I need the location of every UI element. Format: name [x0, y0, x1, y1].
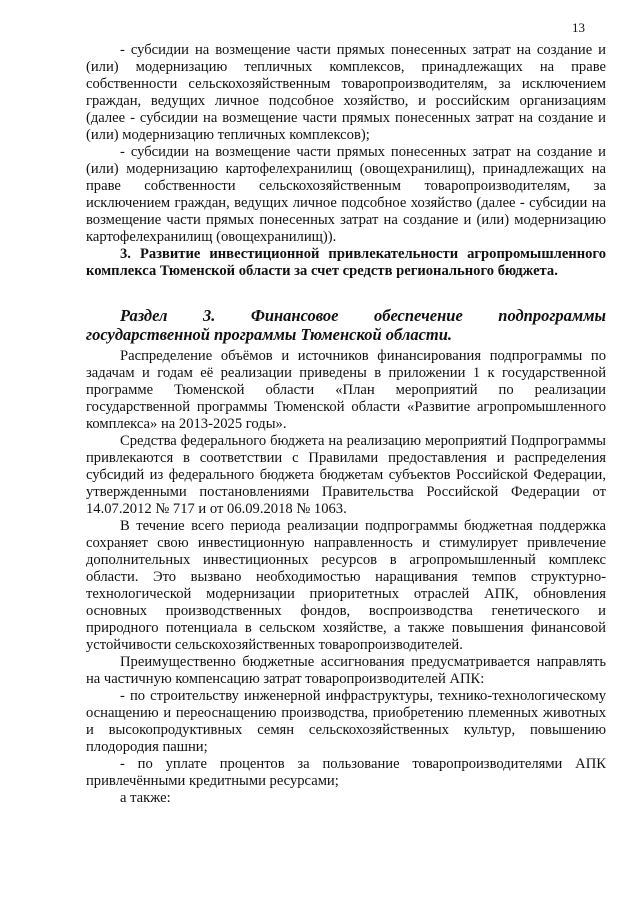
section-3-heading: Раздел 3. Финансовое обеспечение подпрограммы государственной программы Тюменской области.: [86, 306, 606, 344]
paragraph-federal-funds: Средства федерального бюджета на реализацию мероприятий Подпрограммы привлекаются в соответствии с Правилами предоставления и распределения субсидий из федерального бюджета бюджетам субъектов Российской Федерации, утвержденными постановлениями Правительства Российской Федерации от 14.07.2012 № 717 и от 06.09.2018 № 1063.: [86, 433, 606, 517]
paragraph-financing-distribution: Распределение объёмов и источников финансирования подпрограммы по задачам и годам её реализации приведены в приложении 1 к государственной программе Тюменской области «План мероприятий по реализации государственной программы Тюменской области «Развитие агропромышленного комплекса» на 2013-2025 годы».: [86, 348, 606, 432]
paragraph-greenhouse-subsidy: - субсидии на возмещение части прямых понесенных затрат на создание и (или) модернизацию тепличных комплексов, принадлежащих на праве собственности сельскохозяйственным товаропроизводителям, за исключением граждан, ведущих личное подсобное хозяйство, и российским организациям (далее - субсидии на возмещение части прямых понесенных затрат на создание и (или) модернизацию тепличных комплексов);: [86, 42, 606, 143]
list-item-infrastructure: - по строительству инженерной инфраструктуры, технико-технологическому оснащению и переоснащению производства, приобретению племенных животных и высокопродуктивных семян сельскохозяйственных культур, повышению плодородия пашни;: [86, 688, 606, 755]
paragraph-budget-support: В течение всего периода реализации подпрограммы бюджетная поддержка сохраняет свою инвестиционную направленность и стимулирует привлечение дополнительных инвестиционных ресурсов в агропромышленный комплекс области. Это вызвано необходимостью наращивания темпов структурно-технологической модернизации приоритетных отраслей АПК, обновления основных производственных фондов, воспроизводства генетического и природного потенциала в сельском хозяйстве, а также повышения финансовой устойчивости сельскохозяйственных товаропроизводителей.: [86, 518, 606, 653]
item-3-investment-attractiveness: 3. Развитие инвестиционной привлекательности агропромышленного комплекса Тюменской области за счет средств регионального бюджета.: [86, 246, 606, 279]
paragraph-also: а также:: [120, 790, 171, 806]
document-body: [86, 42, 606, 807]
paragraph-storage-subsidy: - субсидии на возмещение части прямых понесенных затрат на создание и (или) модернизацию картофелехранилищ (овощехранилищ), принадлежащих на праве собственности сельскохозяйственным товаропроизводителям, за исключением граждан, ведущих личное подсобное хозяйство (далее - субсидии на возмещение части прямых понесенных затрат на создание и (или) модернизацию картофелехранилищ (овощехранилищ)).: [86, 144, 606, 245]
list-item-interest: - по уплате процентов за пользование товаропроизводителями АПК привлечёнными кредитными ресурсами;: [86, 756, 606, 789]
paragraph-budget-allocations: Преимущественно бюджетные ассигнования предусматривается направлять на частичную компенсацию затрат товаропроизводителей АПК:: [86, 654, 606, 687]
page-number: 13: [572, 20, 585, 35]
